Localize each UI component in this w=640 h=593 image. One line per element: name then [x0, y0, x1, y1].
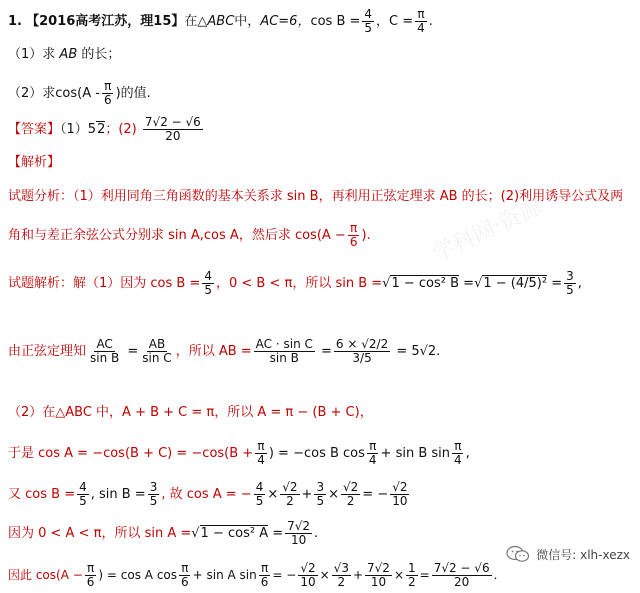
fraction-part: 5: [79, 494, 87, 508]
fraction-part: 4: [368, 453, 377, 467]
fraction: [341, 481, 360, 508]
fraction: [314, 481, 326, 508]
fraction: [365, 562, 392, 589]
fraction-part: 2: [286, 494, 294, 508]
question-number: 1.: [8, 14, 22, 29]
wechat-icon: [506, 545, 530, 563]
solution-line-2: 由正弦定理知 $\frac{AC}{\text{sin B}}$ = $\frac{AB}{\text{sin C}}$ ，所以 AB = $\frac{\text{AC · sin C}}{\text{sin B}}$ = $\frac{6 \times √2/2}{3/5}$ = 5√2.: [8, 337, 441, 365]
fraction: [390, 481, 409, 508]
fraction-part: sin B: [90, 351, 120, 365]
fraction-numerator: 1: [408, 561, 416, 575]
fraction-numerator: 4: [79, 480, 87, 494]
solution-line-4: 于是 cos A = −cos(B + C) = −cos(B + $\frac{\pi}{4}$ ) = −cos B cos $\frac{\pi}{4}$ + sin B sin $\frac{\pi}{4}$ ,: [8, 439, 470, 467]
solution-line-6: 因为 0 < A < π，所以 sin A =√ 1 − cos² A = $\frac{7√2}{10}$ .: [8, 520, 318, 547]
fraction: [280, 481, 299, 508]
fraction: [332, 562, 351, 589]
analysis-label: 【解析】: [8, 155, 61, 170]
answer-label: 【答案】: [8, 122, 61, 137]
fraction-part: 10: [392, 494, 408, 508]
fraction: [564, 270, 576, 297]
fraction-numerator: √3: [333, 561, 349, 575]
fraction-numerator: 7√2: [287, 519, 311, 533]
radical-sign: [191, 526, 199, 541]
fraction-part: sin C: [142, 351, 172, 365]
fraction-part: 2: [408, 575, 416, 589]
fraction-part: 2: [346, 494, 355, 508]
fraction: [298, 562, 317, 589]
fraction: [254, 338, 315, 365]
question-part-2: （2）求cos(A - $\frac{\pi}{6}$ )的值.: [8, 79, 151, 107]
fraction-part: 5: [316, 494, 325, 508]
fraction-part: 3/5: [352, 351, 372, 365]
fraction-numerator: 7√2: [367, 561, 390, 575]
fraction-part: 6: [103, 93, 112, 107]
fraction: [285, 520, 312, 547]
fraction: [102, 80, 114, 107]
analysis-line-1: 试题分析：（1）利用同角三角函数的基本关系求 sin B，再利用正弦定理求 AB 的长；(2)利用诱导公式及两: [8, 189, 624, 204]
fraction-numerator: π: [350, 221, 358, 235]
fraction-numerator: AC · sin C: [255, 337, 313, 351]
fraction-numerator: √2: [342, 480, 359, 494]
fraction-part: 10: [290, 533, 307, 547]
fraction-numerator: 4: [204, 269, 212, 283]
fraction: [77, 481, 89, 508]
fraction-numerator: AB: [148, 337, 166, 351]
fraction: [334, 338, 390, 365]
fraction-part: 6: [86, 575, 95, 589]
fraction: [367, 440, 379, 467]
solution-line-7: 因此 cos(A − $\frac{\pi}{6}$ ) = cos A cos $\frac{\pi}{6}$ + sin A sin $\frac{\pi}{6}$ = − $\frac{√2}{10}$ × $\frac{√3}{2}$ + $\frac{7√2}{10}$ × $\frac{1}{2}$ = $\frac{7√2 - √6}{20}$ .: [8, 561, 498, 589]
fraction: [255, 440, 267, 467]
radicand: 1 − (4/5)²: [483, 276, 548, 291]
fraction-numerator: 4: [364, 7, 373, 21]
fraction: [202, 270, 214, 297]
fraction-part: 5: [255, 494, 264, 508]
svg-text:学科网·资源: 学科网·资源: [428, 195, 546, 268]
fraction-numerator: π: [86, 561, 95, 575]
solution-line-3: （2）在△ABC 中，A + B + C = π，所以 A = π − (B + C)，: [8, 405, 373, 420]
question-source: 【2016高考江苏，理15】: [26, 14, 185, 29]
fraction-part: 4: [257, 453, 265, 467]
fraction-numerator: √2: [282, 480, 298, 494]
fraction-numerator: π: [181, 561, 189, 575]
fraction-part: 10: [300, 575, 316, 589]
fraction: [348, 222, 360, 249]
fraction: [259, 562, 271, 589]
fraction-part: 20: [454, 575, 470, 589]
fraction-numerator: AC: [96, 337, 113, 351]
fraction-numerator: √2: [300, 561, 316, 575]
answer-fraction: [143, 116, 203, 143]
radicand: 1 − cos² A: [200, 526, 269, 541]
fraction: [406, 562, 418, 589]
fraction-part: 5: [364, 21, 373, 35]
answer-line: 【答案】（1）52；(2) $\frac{7√2 - √6}{20}$: [8, 115, 201, 143]
fraction-numerator: 3: [149, 480, 158, 494]
radical: 2: [97, 122, 106, 137]
fraction-part: 20: [165, 129, 181, 143]
question-stem: 1. 【2016高考江苏，理15】在△ABC中，AC=6，cos B = $\frac{4}{5}$ ，C = $\frac{\pi}{4}$ .: [8, 7, 433, 35]
fraction-numerator: √2: [392, 480, 408, 494]
fraction-part: 4: [417, 21, 425, 35]
question-part-1: （1）求 AB 的长；: [8, 47, 121, 62]
fraction-part: 5: [566, 283, 574, 297]
fraction: [148, 481, 160, 508]
fraction-numerator: π: [104, 79, 112, 93]
fraction-part: sin B: [269, 351, 299, 365]
wechat-watermark: [506, 545, 630, 563]
analysis-line-2: 角和与差正余弦公式分别求 sin A,cos A，然后求 cos(A − $\frac{\pi}{6}$ ).: [8, 221, 371, 249]
fraction-numerator: 3: [566, 269, 574, 283]
fraction-numerator: 7√2 − √6: [433, 561, 490, 575]
fraction-numerator: 3: [316, 480, 325, 494]
fraction-numerator: 6 × √2/2: [335, 337, 389, 351]
solution-line-1: 试题解析：解（1）因为 cos B = $\frac{4}{5}$ ，0 < B < π，所以 sin B =√ 1 − cos² B =√ 1 − (4/5)² = $\frac{3}{5}$ ,: [8, 270, 582, 297]
fraction-numerator: 7√2 − √6: [144, 115, 201, 129]
radicand: 1 − cos² B: [391, 276, 460, 291]
fraction-part: 6: [181, 575, 189, 589]
fraction: [179, 562, 191, 589]
fraction-part: 5: [149, 494, 158, 508]
wechat-id: 微信号: xlh-xezx: [536, 547, 630, 562]
fraction-numerator: π: [417, 7, 425, 21]
fraction: [85, 562, 97, 589]
fraction-part: 4: [454, 453, 462, 467]
fraction: [362, 8, 374, 35]
fraction-numerator: π: [369, 439, 377, 453]
fraction: [254, 481, 266, 508]
fraction-part: 2: [337, 575, 346, 589]
fraction-part: 10: [370, 575, 387, 589]
fraction-part: 5: [204, 283, 212, 297]
fraction: [452, 440, 464, 467]
solution-line-5: 又 cos B = $\frac{4}{5}$ , sin B = $\frac{3}{5}$ , 故 cos A = − $\frac{4}{5}$ × $\frac{√2}{2}$ + $\frac{3}{5}$ × $\frac{√2}{2}$ = − $\frac{√2}{10}$: [8, 480, 408, 508]
fraction-part: 6: [349, 235, 358, 249]
fraction-numerator: π: [454, 439, 462, 453]
fraction-numerator: π: [260, 561, 269, 575]
fraction: [140, 338, 173, 365]
fraction-part: 6: [260, 575, 269, 589]
fraction: [432, 562, 492, 589]
fraction-numerator: 4: [255, 480, 264, 494]
fraction: [88, 338, 121, 365]
fraction-numerator: π: [257, 439, 265, 453]
fraction: [415, 8, 427, 35]
